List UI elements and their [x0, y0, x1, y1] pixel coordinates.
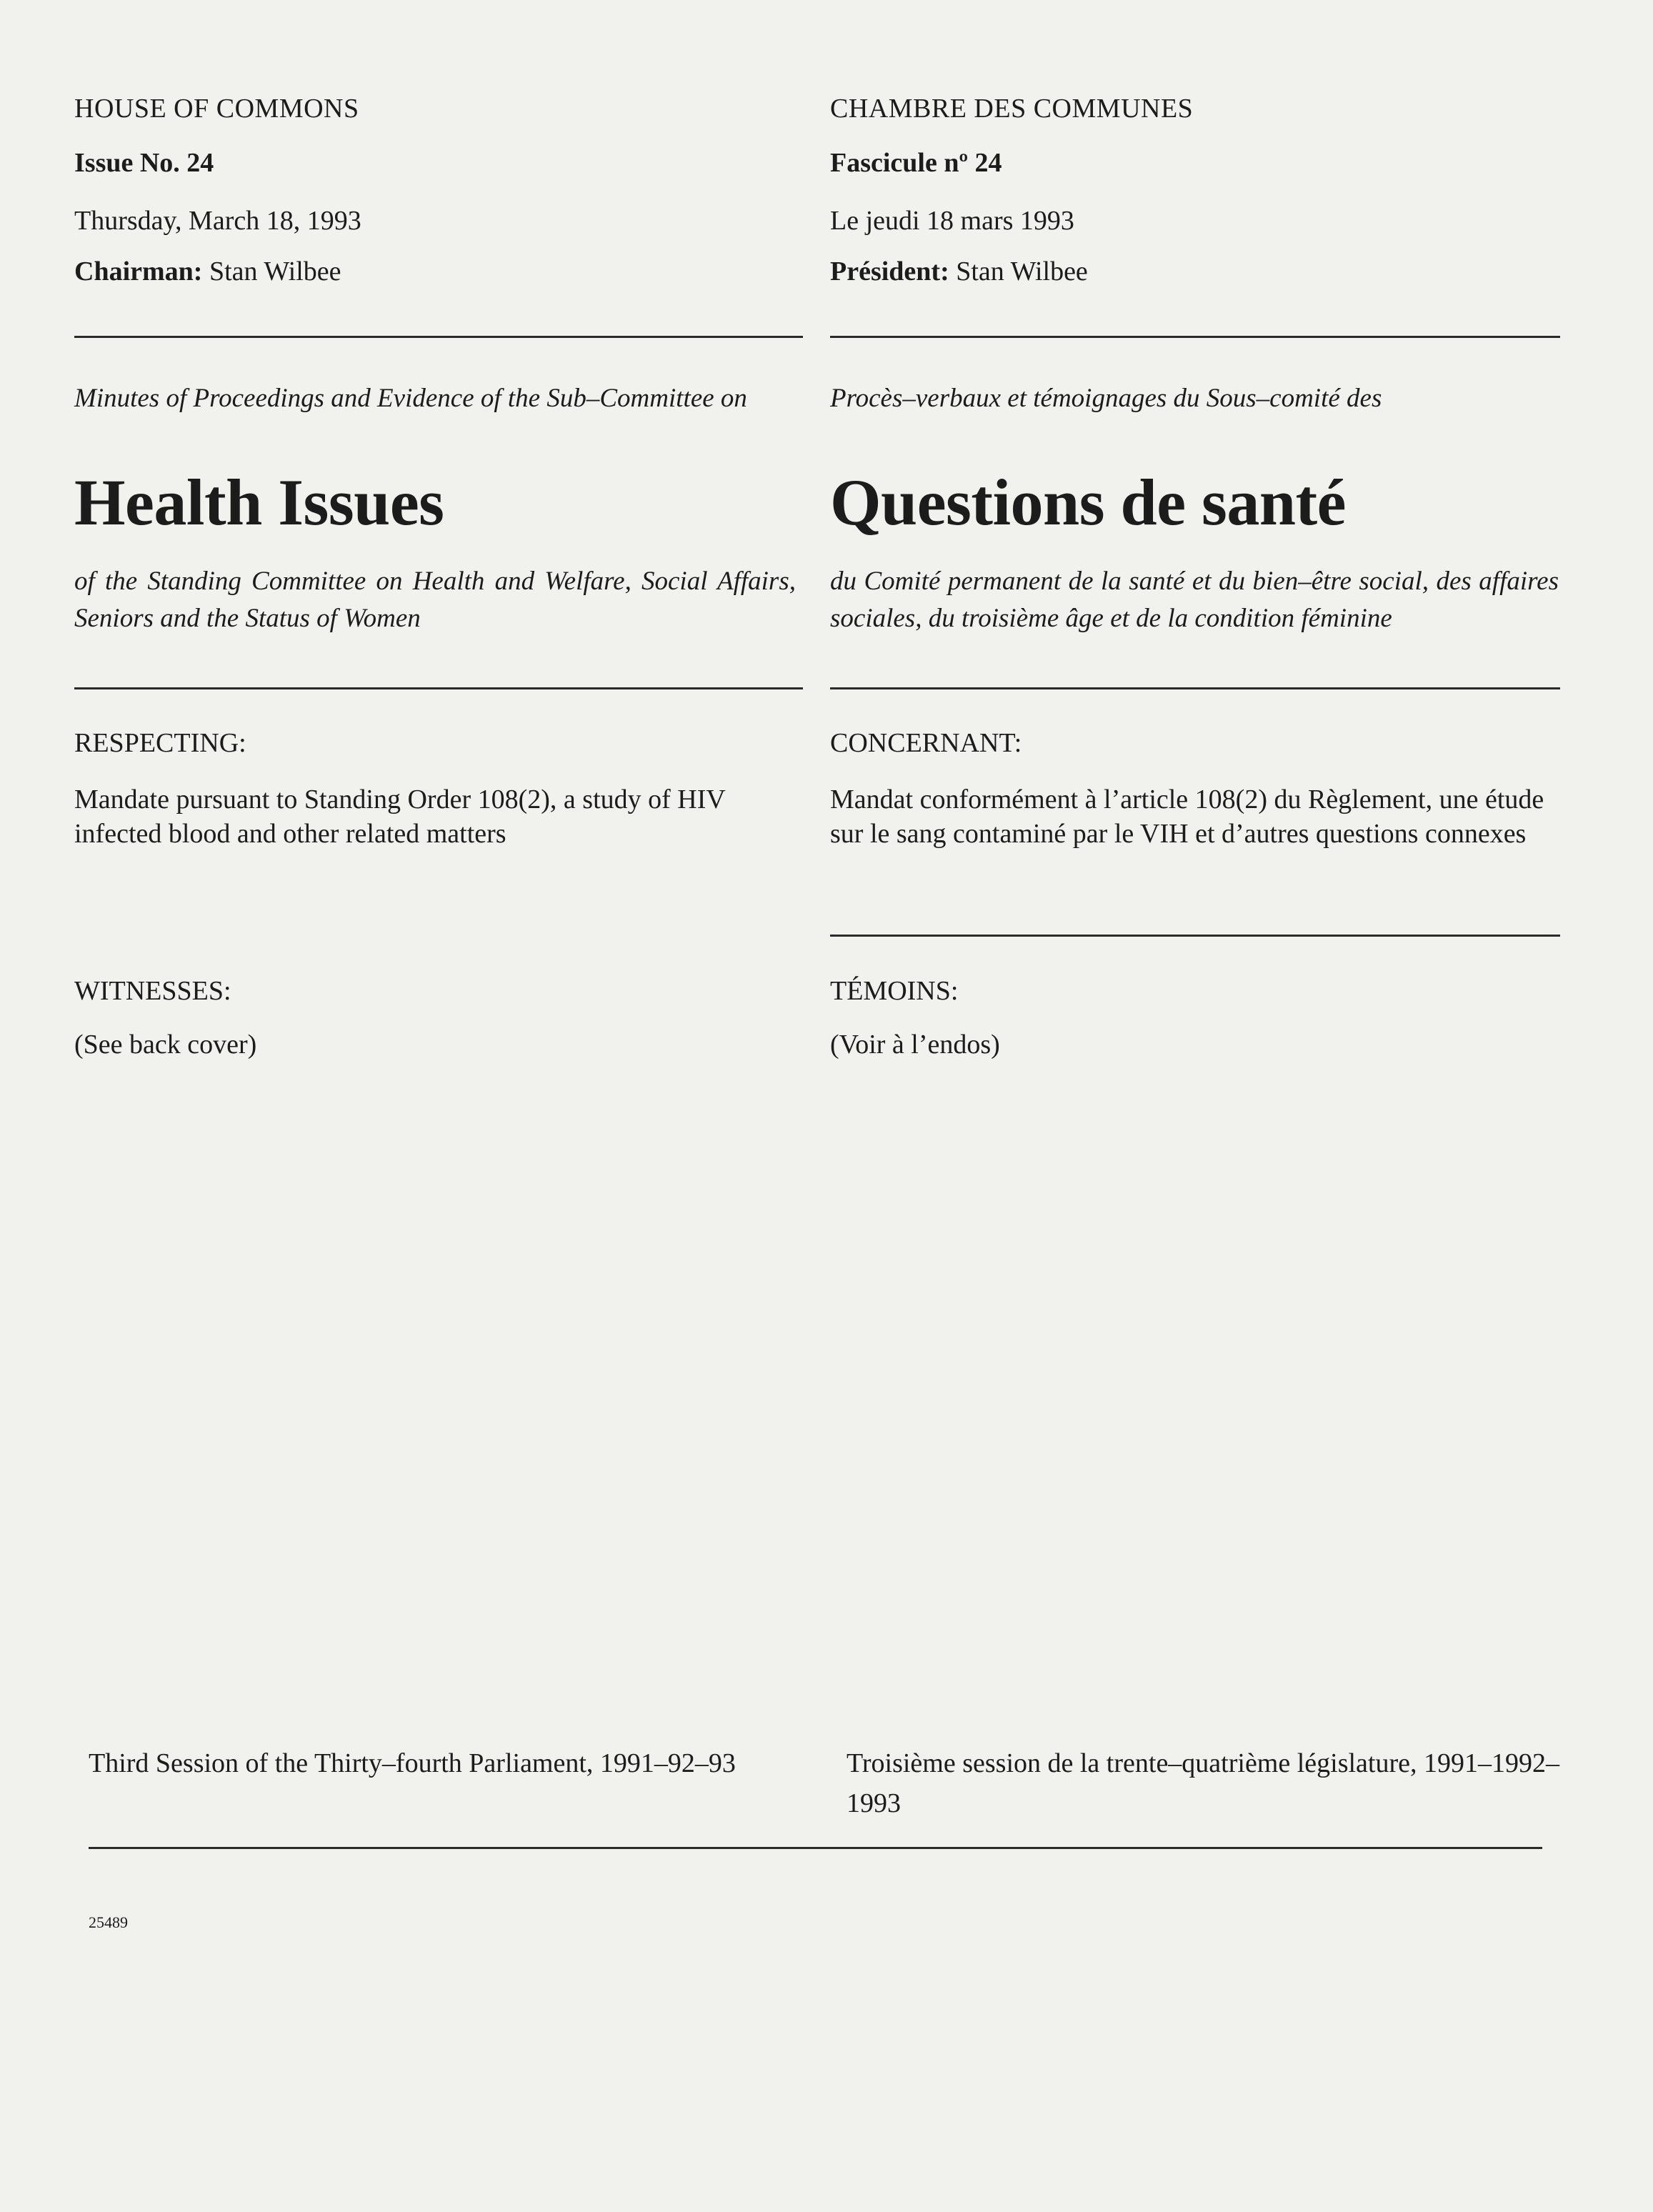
rule-title-divider-fr [830, 336, 1560, 338]
committee-name-en: of the Standing Committee on Health and Welfare, Social Affairs, Seniors and the Status of Women [74, 567, 796, 633]
mandate-text-fr: Mandat conformément à l’article 108(2) du Règlement, une étude sur le sang contaminé par le VIH et d’autres questions connexes [830, 784, 1544, 849]
meeting-date-en: Thursday, March 18, 1993 [74, 206, 361, 236]
rule-title-divider-en [74, 336, 803, 338]
minutes-line-en: Minutes of Proceedings and Evidence of the Sub–Committee on [74, 384, 747, 413]
chairman-name-en: Stan Wilbee [209, 256, 341, 287]
session-text-en: Third Session of the Thirty–fourth Parliament, 1991–92–93 [89, 1748, 736, 1778]
rule-committee-divider-en [74, 687, 803, 689]
chairman-fr [830, 256, 1088, 287]
house-heading-fr: CHAMBRE DES COMMUNES [830, 94, 1194, 124]
issue-number-en: Issue No. 24 [74, 148, 214, 178]
chairman-label-en: Chairman: [74, 256, 203, 287]
title-en: Health Issues [74, 466, 444, 539]
witnesses-text-fr: (Voir à l’endos) [830, 1030, 1000, 1060]
rule-committee-divider-fr [830, 687, 1560, 689]
session-text-fr: Troisième session de la trente–quatrième législature, 1991–1992–1993 [847, 1748, 1560, 1818]
rule-witnesses-divider-fr [830, 935, 1560, 937]
witnesses-label-en: WITNESSES: [74, 976, 231, 1006]
meeting-date-fr: Le jeudi 18 mars 1993 [830, 206, 1074, 236]
house-heading-en: HOUSE OF COMMONS [74, 94, 359, 124]
catalogue-number: 25489 [89, 1913, 128, 1931]
chairman-en [74, 256, 341, 287]
chairman-name-fr: Stan Wilbee [956, 256, 1088, 287]
rule-footer-divider [89, 1847, 1542, 1849]
respecting-label-en: RESPECTING: [74, 728, 246, 758]
witnesses-text-en: (See back cover) [74, 1030, 257, 1060]
minutes-line-fr: Procès–verbaux et témoignages du Sous–comité des [830, 384, 1382, 413]
respecting-label-fr: CONCERNANT: [830, 728, 1022, 758]
mandate-text-en: Mandate pursuant to Standing Order 108(2), a study of HIV infected blood and other related matters [74, 784, 726, 849]
committee-name-fr: du Comité permanent de la santé et du bien–être social, des affaires sociales, du troisième âge et de la condition féminine [830, 567, 1559, 633]
issue-number-fr: Fascicule nº 24 [830, 148, 1002, 178]
chairman-label-fr: Président: [830, 256, 949, 287]
witnesses-label-fr: TÉMOINS: [830, 976, 959, 1006]
title-fr: Questions de santé [830, 466, 1346, 539]
